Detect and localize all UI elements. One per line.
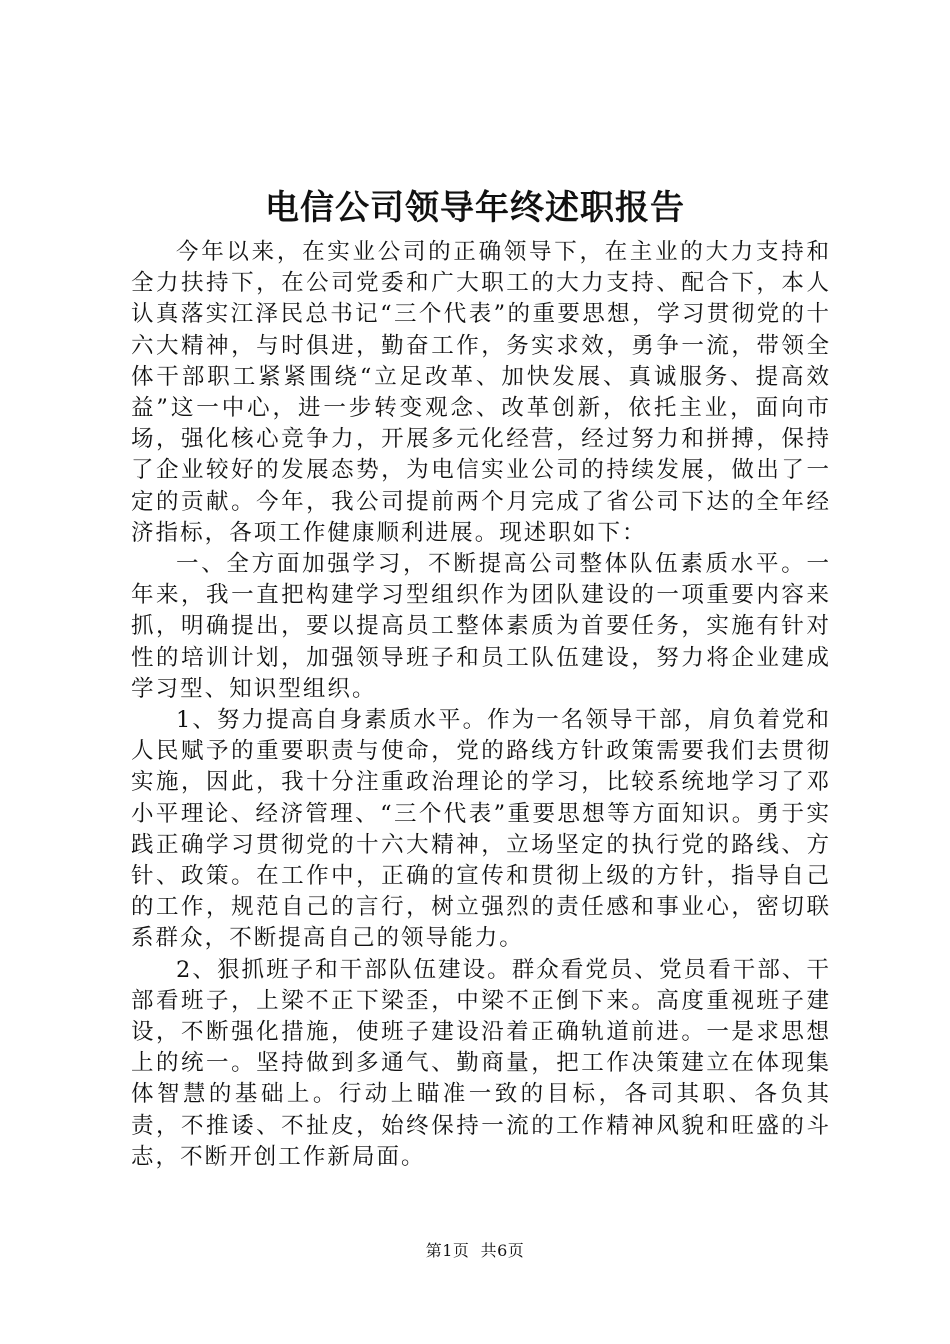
paragraph-item-1: 1、努力提高自身素质水平。作为一名领导干部，肩负着党和人民赋予的重要职责与使命，党的路线方针政策需要我们去贯彻实施，因此，我十分注重政治理论的学习，比较系统地学习了邓小平理论、经济管理、“三个代表”重要思想等方面知识。勇于实践正确学习贯彻党的十六大精神，立场坚定的执行党的路线、方针、政策。在工作中，正确的宣传和贯彻上级的方针，指导自己的工作，规范自己的言行，树立强烈的责任感和事业心，密切联系群众，不断提高自己的领导能力。 bbox=[131, 707, 831, 952]
paragraph-item-2: 2、狠抓班子和干部队伍建设。群众看党员、党员看干部、干部看班子，上梁不正下梁歪，中梁不正倒下来。高度重视班子建设，不断强化措施，使班子建设沿着正确轨道前进。一是求思想上的统一。坚持做到多通气、勤商量，把工作决策建立在体现集体智慧的基础上。行动上瞄准一致的目标，各司其职、各负其责，不推诿、不扯皮，始终保持一流的工作精神风貌和旺盛的斗志，不断开创工作新局面。 bbox=[131, 956, 831, 1170]
page-footer bbox=[0, 1240, 950, 1262]
paragraph-intro: 今年以来，在实业公司的正确领导下，在主业的大力支持和全力扶持下，在公司党委和广大职工的大力支持、配合下，本人认真落实江泽民总书记“三个代表”的重要思想，学习贯彻党的十六大精神，与时俱进，勤奋工作，务实求效，勇争一流，带领全体干部职工紧紧围绕“立足改革、加快发展、真诚服务、提高效益”这一中心，进一步转变观念、改革创新，依托主业，面向市场，强化核心竞争力，开展多元化经营，经过努力和拼搏，保持了企业较好的发展态势，为电信实业公司的持续发展，做出了一定的贡献。今年，我公司提前两个月完成了省公司下达的全年经济指标，各项工作健康顺利进展。现述职如下： bbox=[131, 239, 831, 546]
document-title: 电信公司领导年终述职报告 bbox=[265, 188, 685, 228]
document-body bbox=[131, 237, 831, 1173]
paragraph-section-1: 一、全方面加强学习，不断提高公司整体队伍素质水平。一年来，我一直把构建学习型组织作为团队建设的一项重要内容来抓，明确提出，要以提高员工整体素质为首要任务，实施有针对性的培训计划，加强领导班子和员工队伍建设，努力将企业建成学习型、知识型组织。 bbox=[131, 551, 831, 702]
page-total: 共6页 bbox=[480, 1241, 525, 1260]
footer-separator bbox=[469, 1241, 480, 1260]
page-number: 第1页 bbox=[425, 1241, 470, 1260]
